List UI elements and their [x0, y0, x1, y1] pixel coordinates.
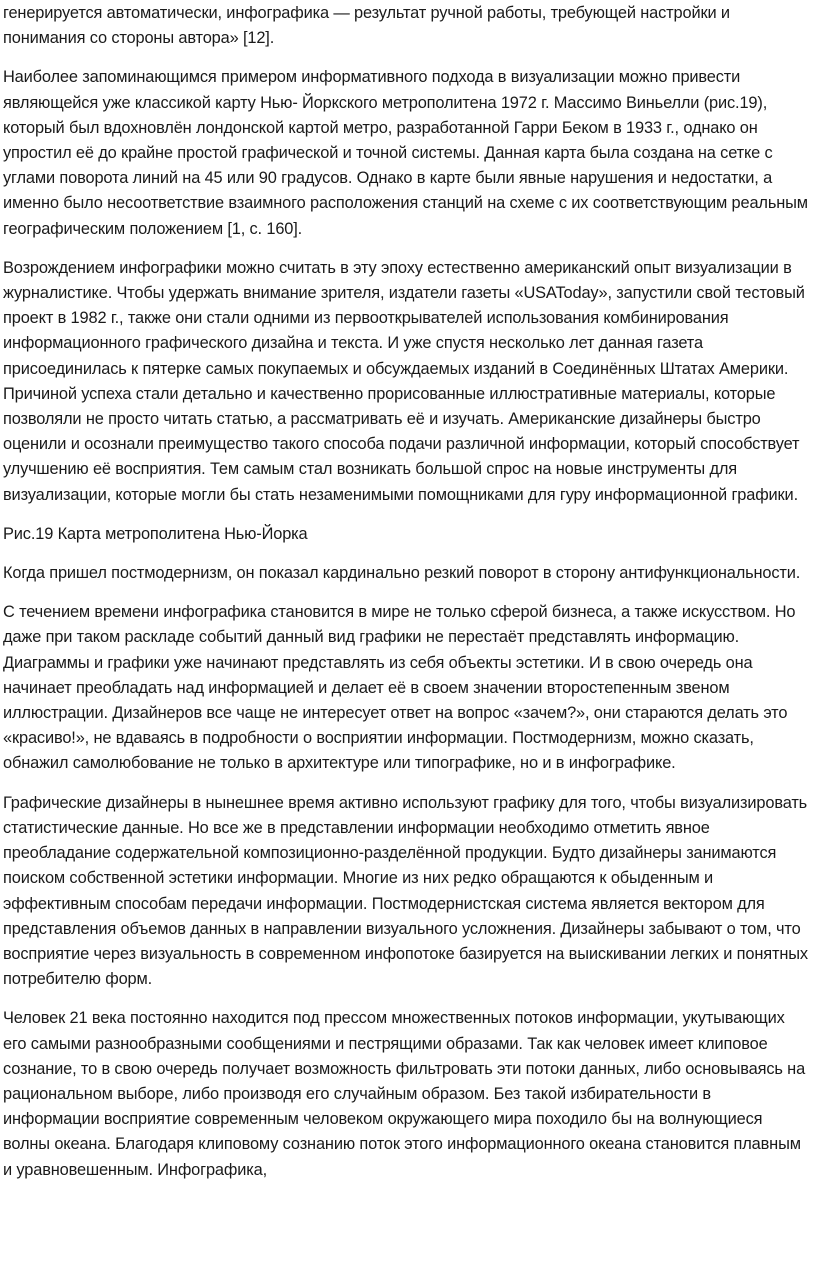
paragraph-clip-consciousness: Человек 21 века постоянно находится под прессом множественных потоков информации, укутывающих его самыми разнообразными сообщениями и пестрящими образами. Так как человек имеет клиповое сознание, то в свою очередь получает возможность фильтровать эти потоки данных, либо основываясь на рациональном выборе, либо производя его случайным образом. Без такой избирательности в информации восприятие современным человеком окружающего мира походило бы на волнующиеся волны океана. Благодаря клиповому сознанию поток этого информационного океана становится плавным и уравновешенным. Инфографика, — [3, 1009, 806, 1179]
paragraph-infographics-art: С течением времени инфографика становится в мире не только сферой бизнеса, а также искусством. Но даже при таком раскладе событий данный вид графики не перестаёт представлять информацию. Диаграммы и графики уже начинают представлять из себя объекты эстетики. И в свою очередь она начинает преобладать над информацией и делает её в своем значении второстепенным звеном иллюстрации. Дизайнеров все чаще не интересует ответ на вопрос «зачем?», они стараются делать это «красиво!», не вдаваясь в подробности о восприятии информации. Постмодернизм, можно сказать, обнажил самолюбование не только в архитектуре или типографике, но и в инфографике. — [3, 603, 796, 773]
paragraph-postmodernism: Когда пришел постмодернизм, он показал кардинально резкий поворот в сторону антифункциональности. — [3, 564, 801, 583]
figure-caption: Рис.19 Карта метрополитена Нью-Йорка — [3, 524, 308, 543]
paragraph-usatoday: Возрождением инфографики можно считать в эту эпоху естественно американский опыт визуализации в журналистике. Чтобы удержать внимание зрителя, издатели газеты «USAToday», запустили свой тестовый проект в 1982 г., также они стали одними из первооткрывателей использования комбинирования информационного графического дизайна и текста. И уже спустя несколько лет данная газета присоединилась к пятерке самых покупаемых и обсуждаемых изданий в Соединённых Штатах Америки. Причиной успеха стали детально и качественно прорисованные иллюстративные материалы, которые позволяли не просто читать статью, а рассматривать её и изучать. Американские дизайнеры быстро оценили и осознали преимущество такого способа подачи различной информации, который способствует улучшению её восприятия. Тем самым стал возникать большой спрос на новые инструменты для визуализации, которые могли бы стать незаменимыми помощниками для гуру информационной графики. — [3, 258, 805, 504]
paragraph-vignelli-map: Наиболее запоминающимся примером информативного подхода в визуализации можно привести являющейся уже классикой карту Нью- Йоркского метрополитена 1972 г. Массимо Виньелли (рис.19), который был вдохновлён лондонской картой метро, разработанной Гарри Беком в 1933 г., однако он упростил её до крайне простой графической и точной системы. Данная карта была создана на сетке с углами поворота линий на 45 или 90 градусов. Однако в карте были явные нарушения и недостатки, а именно было несоответствие взаимного расположения станций на схеме с их соответствующим реальным географическим положением [1, с. 160]. — [3, 68, 808, 238]
paragraph-quote-ending: генерируется автоматически, инфографика — результат ручной работы, требующей настройки и понимания со стороны автора» [12]. — [3, 4, 730, 48]
paragraph-graphic-designers: Графические дизайнеры в нынешнее время активно используют графику для того, чтобы визуализировать статистические данные. Но все же в представлении информации необходимо отметить явное преобладание содержательной композиционно-разделённой продукции. Будто дизайнеры занимаются поиском собственной эстетики информации. Многие из них редко обращаются к обыденным и эффективным способам передачи информации. Постмодернистская система является вектором для представления объемов данных в направлении визуального усложнения. Дизайнеры забывают о том, что восприятие через визуальность в современном инфопотоке базируется на выискивании легких и понятных потребителю форм. — [3, 793, 808, 989]
